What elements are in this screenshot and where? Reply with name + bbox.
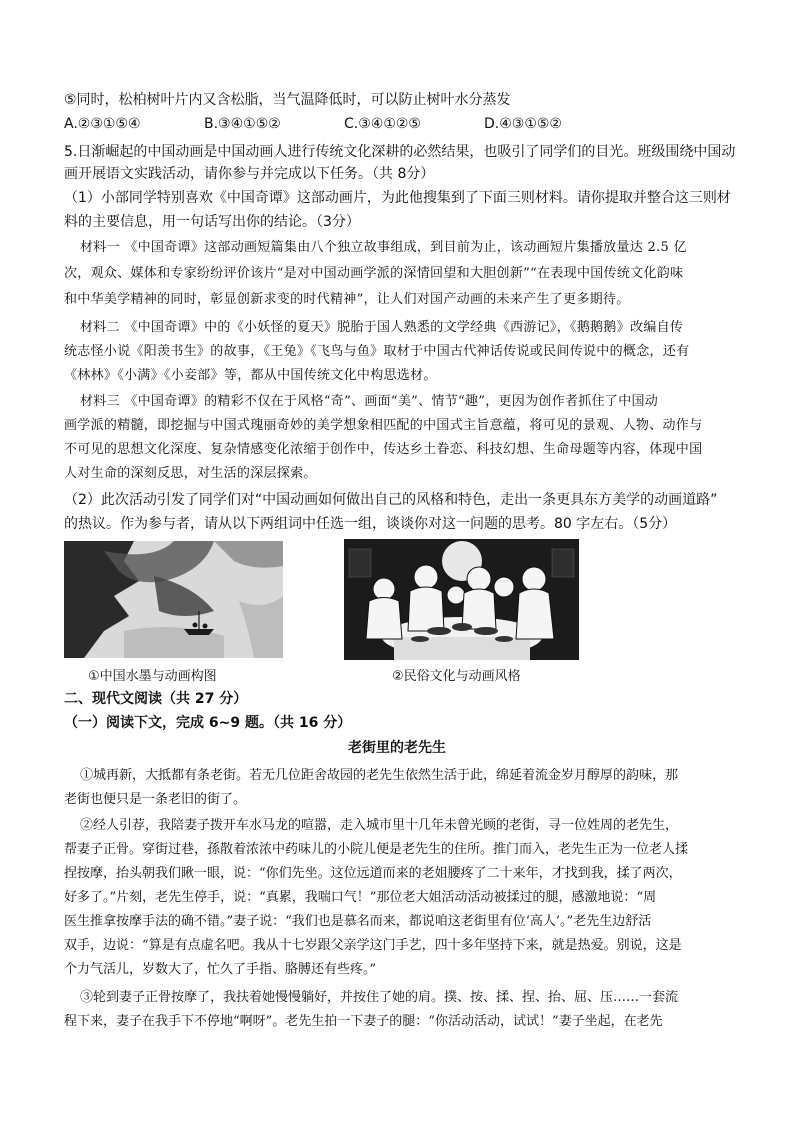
- q5-intro: 5.日渐崛起的中国动画是中国动画人进行传统文化深耕的必然结果，也吸引了同学们的目光。班级围绕中国动: [64, 144, 736, 160]
- q5-sub1-prompt: （1）小部同学特别喜欢《中国奇谭》这部动画片，为此他搜集到了下面三则材料。请你提取并整合这三则材: [64, 190, 731, 206]
- material-1: 和中华美学精神的同时，彰显创新求变的时代精神”，让人们对国产动画的未来产生了更多期待。: [64, 292, 630, 307]
- material-3: 不可见的思想文化深度、复杂情感变化浓缩于创作中，传达乡土眷恋、科技幻想、生命母题等内容，体现中国: [64, 442, 703, 457]
- essay-paragraph-1: ①城再新，大抵都有条老街。若无几位距舍故园的老先生依然生活于此，绵延着流金岁月醇厚的韵味，那: [80, 768, 679, 783]
- essay-paragraph-2: 双手，边说：“算是有点虚名吧。我从十七岁跟父亲学这门手艺，四十多年坚持下来，就是热爱。别说，这是: [64, 938, 682, 953]
- essay-paragraph-2: 捏按摩，抬头朝我们瞅一眼，说：“你们先坐。这位远道而来的老姐腰疼了二十来年，才找到我，揉了两次，: [64, 866, 682, 881]
- q5-sub2-prompt: （2）此次活动引发了同学们对“中国动画如何做出自己的风格和特色，走出一条更具东方美学的动画道路”: [64, 492, 718, 508]
- essay-paragraph-3: ③轮到妻子正骨按摩了，我扶着她慢慢躺好，并按住了她的肩。撲、按、揉、捏、抬、屈、压……一套流: [80, 990, 679, 1005]
- q4-options: [64, 116, 664, 136]
- material-2: 统志怪小说《阳羡书生》的故事，《王兔》《飞鸟与鱼》取材于中国古代神话传说或民间传说中的概念，还有: [64, 344, 690, 359]
- essay-title: 老街里的老先生: [348, 740, 446, 756]
- essay-paragraph-2: 个力气活儿，岁数大了，忙久了手指、胳膊还有些疼。”: [64, 962, 377, 977]
- option-c: C.③④①②⑤: [344, 116, 421, 132]
- material-2: 材料二 《中国奇谭》中的《小妖怪的夏天》脱胎于国人熟悉的文学经典《西游记》，《鹅鹅鹅》改编自传: [80, 320, 684, 335]
- essay-paragraph-1: 老街也便只是一条老旧的街了。: [64, 792, 247, 807]
- essay-paragraph-3: 程下来，妻子在我手下不停地“啊呀”。老先生拍一下妻子的腿：“你活动活动，试试！”妻子坐起，在老先: [64, 1014, 663, 1029]
- essay-paragraph-2: ②经人引荐，我陪妻子拨开车水马龙的喧嚣，走入城市里十几年未曾光顾的老街，寻一位姓周的老先生，: [80, 818, 679, 833]
- essay-paragraph-2: 帮妻子正骨。穿街过巷，孫散着浓浓中药味儿的小院儿便是老先生的住所。推门而入，老先生正为一位老人揉: [64, 842, 689, 857]
- material-2: 《林林》《小满》《小妾部》等，都从中国传统文化中构思选材。: [64, 368, 437, 383]
- essay-paragraph-2: 医生推拿按摩手法的确不错。”妻子说：“我们也是慕名而来，都说咱这老街里有位‘高人’。”老先生边舒活: [64, 914, 652, 929]
- option-b: B.③④①⑤②: [204, 116, 281, 132]
- folk-family-dinner-image: [344, 539, 579, 660]
- material-1: 材料一 《中国奇谭》这部动画短篇集由八个独立故事组成，到目前为止，该动画短片集播放量达 2.5 亿: [80, 240, 687, 255]
- q5-sub1-prompt: 料的主要信息，用一句话写出你的结论。（3分）: [64, 214, 360, 230]
- q5-sub2-prompt: 的热议。作为参与者，请从以下两组词中任选一组，谈谈你对这一问题的思考。80 字左右。（5分）: [64, 516, 677, 532]
- ink-wash-painting-image: [64, 541, 283, 658]
- material-3: 人对生命的深刻反思，对生活的深层探索。: [64, 466, 317, 481]
- option-a: A.②③①⑤④: [64, 116, 141, 132]
- part-heading: （一）阅读下文，完成 6~9 题。（共 16 分）: [64, 715, 352, 731]
- image-caption-1: ①中国水墨与动画构图: [88, 669, 217, 684]
- option-d: D.④③①⑤②: [484, 116, 562, 132]
- material-3: 材料三 《中国奇谭》的精彩不仅在于风格“奇”、画面“美”、情节“趣”，更因为创作者抓住了中国动: [80, 394, 659, 409]
- q4-statement-5: ⑤同时，松柏树叶片内又含松脂，当气温降低时，可以防止树叶水分蒸发: [64, 92, 511, 108]
- section-heading: 二、现代文阅读（共 27 分）: [64, 691, 248, 707]
- material-1: 次，观众、媒体和专家纷纷评价该片“是对中国动画学派的深情回望和大胆创新”“在表现中国传统文化韵味: [64, 266, 684, 281]
- image-caption-2: ②民俗文化与动画风格: [392, 669, 521, 684]
- essay-paragraph-2: 好多了。”片刻，老先生停手，说：“真累，我喘口气！”那位老大姐活动活动被揉过的腿，感激地说：“周: [64, 890, 657, 905]
- q5-intro: 画开展语文实践活动，请你参与并完成以下任务。（共 8分）: [64, 166, 435, 182]
- material-3: 画学派的精髓，即挖掘与中国式瑰丽奇妙的美学想象相匹配的中国式主旨意蕴，将可见的景观、人物、动作与: [64, 418, 703, 433]
